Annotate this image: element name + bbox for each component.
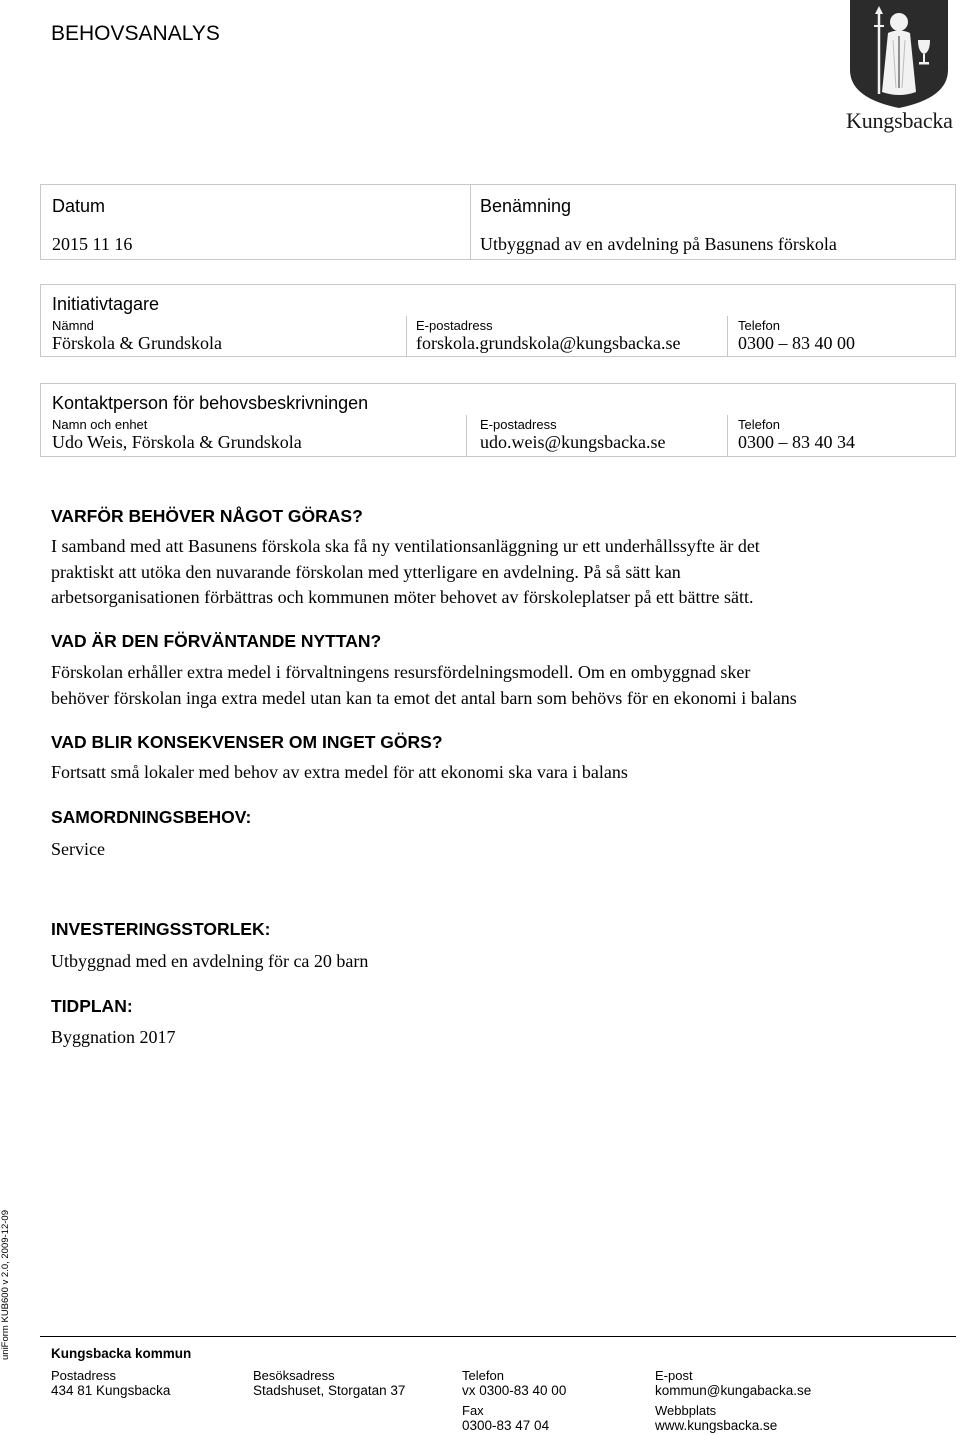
footer-telefon-label: Telefon <box>462 1368 504 1383</box>
kontakt-email-value: udo.weis@kungsbacka.se <box>480 432 666 452</box>
footer-webb-label: Webbplats <box>655 1403 717 1418</box>
body-line: Förskolan erhåller extra medel i förvaltningens resursfördelningsmodell. Om en ombyggnad sker <box>51 662 751 682</box>
initiativ-email-value: forskola.grundskola@kungsbacka.se <box>416 333 681 353</box>
footer-fax-label: Fax <box>462 1403 484 1418</box>
footer-besoksadress-value: Stadshuset, Storgatan 37 <box>253 1383 406 1398</box>
coat-of-arms-icon <box>846 0 952 108</box>
section-heading-samordning: SAMORDNINGSBEHOV: <box>51 807 252 827</box>
body-line: behöver förskolan inga extra medel utan kan ta emot det antal barn som behövs för en ekonomi i balans <box>51 687 797 708</box>
section-body-varfor <box>51 534 951 611</box>
footer-epost-value[interactable]: kommun@kungabacka.se <box>655 1383 812 1398</box>
footer-postadress-value: 434 81 Kungsbacka <box>51 1383 171 1398</box>
footer-webb-value[interactable]: www.kungsbacka.se <box>655 1418 778 1433</box>
body-line: Byggnation 2017 <box>51 1027 176 1047</box>
section-body-samordning <box>51 837 951 863</box>
initiativ-phone-label: Telefon <box>738 318 780 333</box>
section-heading-nyttan: VAD ÄR DEN FÖRVÄNTANDE NYTTAN? <box>51 631 382 651</box>
footer-besoksadress-label: Besöksadress <box>253 1368 335 1383</box>
footer-epost-label: E-post <box>655 1368 693 1383</box>
benamning-value: Utbyggnad av en avdelning på Basunens förskola <box>480 234 837 254</box>
logo-text: Kungsbacka <box>846 108 953 133</box>
body-line: praktiskt att utöka den nuvarande förskolan med ytterligare en avdelning. På så sätt kan <box>51 561 681 582</box>
benamning-label: Benämning <box>480 196 572 216</box>
section-heading-tidplan: TIDPLAN: <box>51 996 133 1016</box>
namn-enhet-label: Namn och enhet <box>52 417 148 432</box>
section-heading-varfor: VARFÖR BEHÖVER NÅGOT GÖRAS? <box>51 506 363 526</box>
body-line: Fortsatt små lokaler med behov av extra medel för att ekonomi ska vara i balans <box>51 762 628 782</box>
body-line: Service <box>51 839 105 859</box>
section-body-nyttan <box>51 660 951 711</box>
section-body-tidplan <box>51 1025 951 1051</box>
initiativtagare-box <box>40 284 956 357</box>
datum-benamning-box <box>40 184 956 260</box>
kontakt-email-label: E-postadress <box>480 417 557 432</box>
form-version-text: uniForm KUB600 v 2.0, 2009-12-09 <box>0 1210 11 1360</box>
footer-fax-value: 0300-83 47 04 <box>462 1418 550 1433</box>
footer-telefon-value: vx 0300-83 40 00 <box>462 1383 567 1398</box>
document-title: BEHOVSANALYS <box>51 22 220 45</box>
namnd-label: Nämnd <box>52 318 94 333</box>
footer-org: Kungsbacka kommun <box>51 1346 192 1361</box>
section-heading-investering: INVESTERINGSSTORLEK: <box>51 919 271 939</box>
body-line: I samband med att Basunens förskola ska få ny ventilationsanläggning ur ett underhållssyfte är det <box>51 536 760 556</box>
kontaktperson-box <box>40 383 956 457</box>
namnd-value: Förskola & Grundskola <box>52 333 222 353</box>
section-body-investering <box>51 949 951 975</box>
datum-value: 2015 11 16 <box>52 234 133 254</box>
form-version-note <box>0 1210 14 1360</box>
footer-postadress-label: Postadress <box>51 1368 117 1383</box>
kontakt-phone-label: Telefon <box>738 417 780 432</box>
kungsbacka-logo <box>846 0 952 140</box>
initiativ-phone-value: 0300 – 83 40 00 <box>738 333 855 353</box>
initiativ-email-label: E-postadress <box>416 318 493 333</box>
kontaktperson-heading: Kontaktperson för behovsbeskrivningen <box>52 393 369 413</box>
kontakt-phone-value: 0300 – 83 40 34 <box>738 432 855 452</box>
namn-enhet-value: Udo Weis, Förskola & Grundskola <box>52 432 302 452</box>
section-heading-konsekvenser: VAD BLIR KONSEKVENSER OM INGET GÖRS? <box>51 732 443 752</box>
section-body-konsekvenser <box>51 760 951 786</box>
body-line: Utbyggnad med en avdelning för ca 20 barn <box>51 951 369 971</box>
body-line: arbetsorganisationen förbättras och kommunen möter behovet av förskoleplatser på ett bättre sätt. <box>51 587 754 607</box>
footer-divider <box>40 1336 956 1337</box>
initiativtagare-heading: Initiativtagare <box>52 294 160 314</box>
datum-label: Datum <box>52 196 106 216</box>
